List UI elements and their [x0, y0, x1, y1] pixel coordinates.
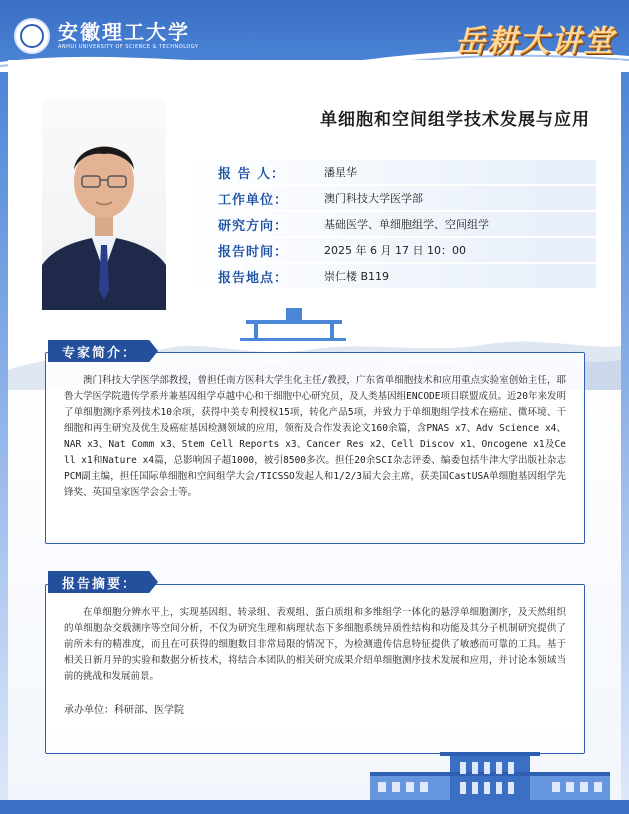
- abstract-section-heading: 报告摘要：: [62, 577, 138, 592]
- university-name-en: ANHUI UNIVERSITY OF SCIENCE & TECHNOLOGY: [58, 44, 199, 50]
- expert-section-tag: [48, 340, 158, 362]
- university-name-cn: 安徽理工大学: [58, 20, 190, 44]
- host-units: 承办单位：科研部、医学院: [64, 705, 184, 716]
- abstract-text: 在单细胞分辨水平上，实现基因组、转录组、表观组、蛋白质组和多维组学一体化的悬浮单细胞测序，及天然组织的单细胞杂交载测序等空间分析，不仅为研究生理和病理状态下多细胞系统异质性结构和功能及其分子机制研究提供了前所未有的精准度，而且在可获得的细胞数目非常局限的情况下，为检测遗传信息特征提供了敏感而可靠的工具。基于相关日新月异的实验和数据分析技术，将结合本团队的相关研究成果介绍单细胞测序技术发展和应用，并讨论本领域当前的挑战和发展前景。: [64, 607, 566, 682]
- info-label: 报告地点：: [218, 271, 289, 286]
- expert-section-heading: 专家简介：: [62, 346, 138, 361]
- info-value: 2025 年 6 月 17 日 10：00: [324, 244, 466, 257]
- lecture-series-name: 岳耕大讲堂: [455, 24, 615, 59]
- expert-profile-text: 澳门科技大学医学部教授，曾担任南方医科大学生化主任/教授，广东省单细胞技术和应用重点实验室创始主任，耶鲁大学医学院遗传学系并兼基因组学卓越中心和干细胞中心研究员，及人类基因组ENCODE项目联盟成员。近20年来发明了单细胞测序系列技术10余项，获得中美专利授权15项，转化产品5项，并致力于单细胞组学技术在癌症、微环境、干细胞和再生研究及优生及癌症基因检测领域的应用，领衔及合作发表论文160余篇，含PNAS x7、Adv Science x4、NAR x3、Nat Comm x3、Stem Cell Reports x3、Cancer Res x2、Cell Discov x1、Oncogene x1及Cell x1和Nature x4篇，总影响因子超1000，被引8500多次。担任20余SCI杂志评委、编委包括牛津大学出版社杂志PCM副主编，担任国际单细胞和空间组学大会/TICSSO发起人和1/2/3届大会主席，获美国CastUSA单细胞基因组学先锋奖、英国皇家医学会会士等。: [64, 375, 566, 498]
- info-row-location: [186, 264, 596, 288]
- left-border: [0, 72, 8, 814]
- info-row-affiliation: [186, 186, 596, 210]
- footer-band: [0, 800, 629, 814]
- info-label: 报 告 人：: [218, 167, 286, 182]
- info-row-research: [186, 212, 596, 236]
- abstract-box: [45, 584, 585, 754]
- info-label: 报告时间：: [218, 245, 289, 260]
- info-label: 研究方向：: [218, 219, 289, 234]
- info-value: 崇仁楼 B119: [324, 270, 390, 283]
- info-value: 潘星华: [324, 166, 357, 179]
- info-value: 澳门科技大学医学部: [324, 192, 423, 205]
- lecture-title: 单细胞和空间组学技术发展与应用: [320, 110, 590, 130]
- info-row-speaker: [186, 160, 596, 184]
- info-value: 基础医学、单细胞组学、空间组学: [324, 218, 489, 231]
- expert-profile-box: [45, 352, 585, 544]
- abstract-section-tag: [48, 571, 158, 593]
- university-seal-icon: [14, 18, 50, 54]
- university-logo: [14, 18, 198, 54]
- info-label: 工作单位：: [218, 193, 289, 208]
- speaker-photo: [42, 100, 166, 310]
- info-row-time: [186, 238, 596, 262]
- right-border: [621, 72, 629, 814]
